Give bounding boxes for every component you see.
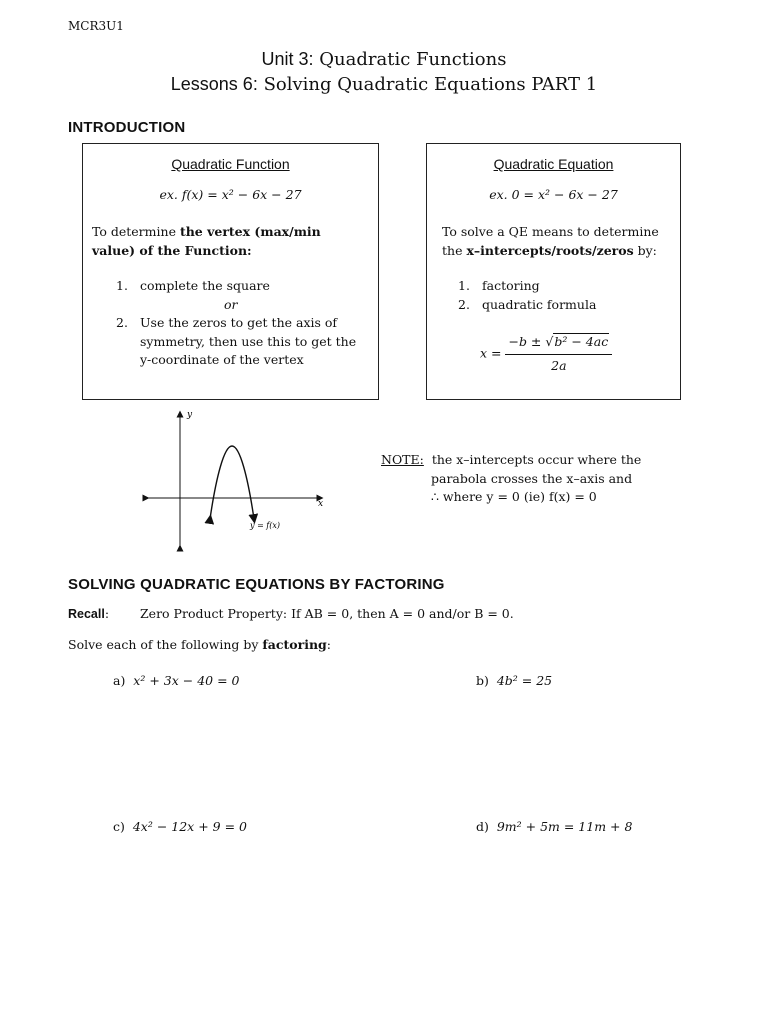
unit-title (0, 49, 768, 70)
equation-example: ex. 0 = x² − 6x − 27 (489, 187, 618, 202)
formula-fraction: $\frac{\text{−b ± √b² − 4ac}}{2a}$ (505, 333, 612, 375)
intro-heading: INTRODUCTION (68, 119, 186, 136)
parabola-graph (140, 408, 340, 554)
function-steps (116, 277, 366, 370)
parabola-curve (210, 446, 254, 519)
problem-b-label: b) (476, 673, 489, 688)
function-desc-bold: the vertex (max/min value) of the Function: (92, 224, 321, 258)
recall-text: Zero Product Property: If AB = 0, then A = 0 and/or B = 0. (140, 606, 514, 621)
formula-denominator: 2a (551, 357, 567, 373)
problem-c (113, 818, 247, 837)
instruction-plain: Solve each of the following by (68, 637, 263, 652)
formula-lhs: x = (480, 345, 502, 361)
function-description (92, 223, 366, 260)
function-box-title: Quadratic Function (171, 156, 290, 172)
note-line-3: ∴ where y = 0 (ie) f(x) = 0 (431, 489, 597, 504)
equation-step-2: 2. quadratic formula (458, 296, 597, 312)
note-line-1: the x–intercepts occur where the (431, 452, 642, 467)
equation-desc-plain: To solve a QE means to determine the (442, 224, 659, 258)
function-step-1: 1. complete the square (116, 278, 270, 293)
problem-a (113, 672, 239, 691)
equation-steps (458, 277, 672, 314)
equation-desc-end: by: (633, 242, 657, 258)
y-axis-label: y (187, 410, 193, 420)
quadratic-equation-box (426, 143, 681, 400)
lesson-label: Lessons 6: (170, 74, 258, 94)
function-step-2: 2. Use the zeros to get the axis of symmetry, then use this to get the y-coordinate of the vertex (116, 315, 357, 367)
course-code: MCR3U1 (68, 19, 124, 33)
quadratic-formula (480, 333, 612, 375)
note-line-2: parabola crosses the x–axis and (431, 470, 633, 486)
formula-numerator: −b ± (508, 334, 546, 349)
problem-c-label: c) (113, 819, 125, 834)
function-or: or (224, 296, 238, 312)
quadratic-function-box (82, 143, 379, 400)
problem-b (476, 672, 552, 691)
recall-label: Recall (68, 607, 105, 621)
formula-radicand: b² − 4ac (554, 334, 609, 349)
equation-step-1: 1. factoring (458, 278, 540, 293)
unit-label: Unit 3: (261, 49, 314, 69)
problem-a-equation: x² + 3x − 40 = 0 (133, 673, 240, 688)
problem-d (476, 818, 632, 837)
curve-label: y = f(x) (250, 521, 281, 530)
instruction-line (68, 636, 331, 655)
problem-b-equation: 4b² = 25 (496, 673, 553, 688)
lesson-name: Solving Quadratic Equations PART 1 (263, 74, 598, 95)
note-label: NOTE: (381, 452, 424, 467)
problem-d-label: d) (476, 819, 489, 834)
lesson-title (0, 74, 768, 95)
problem-d-equation: 9m² + 5m = 11m + 8 (496, 819, 633, 834)
instruction-bold: factoring (262, 637, 327, 652)
note-block (381, 451, 681, 507)
recall-colon: : (104, 606, 110, 621)
problem-a-label: a) (113, 673, 126, 688)
function-example: ex. f(x) = x² − 6x − 27 (159, 187, 302, 202)
recall-line (68, 605, 109, 624)
equation-description (442, 223, 672, 260)
instruction-end: : (326, 637, 331, 652)
unit-name: Quadratic Functions (319, 49, 507, 70)
equation-box-title: Quadratic Equation (493, 156, 614, 172)
x-axis-label: x (318, 499, 324, 509)
equation-desc-bold: x–intercepts/roots/zeros (466, 242, 634, 258)
factoring-heading: SOLVING QUADRATIC EQUATIONS BY FACTORING (68, 576, 445, 593)
function-desc-plain: To determine (92, 224, 180, 239)
problem-c-equation: 4x² − 12x + 9 = 0 (132, 819, 247, 834)
